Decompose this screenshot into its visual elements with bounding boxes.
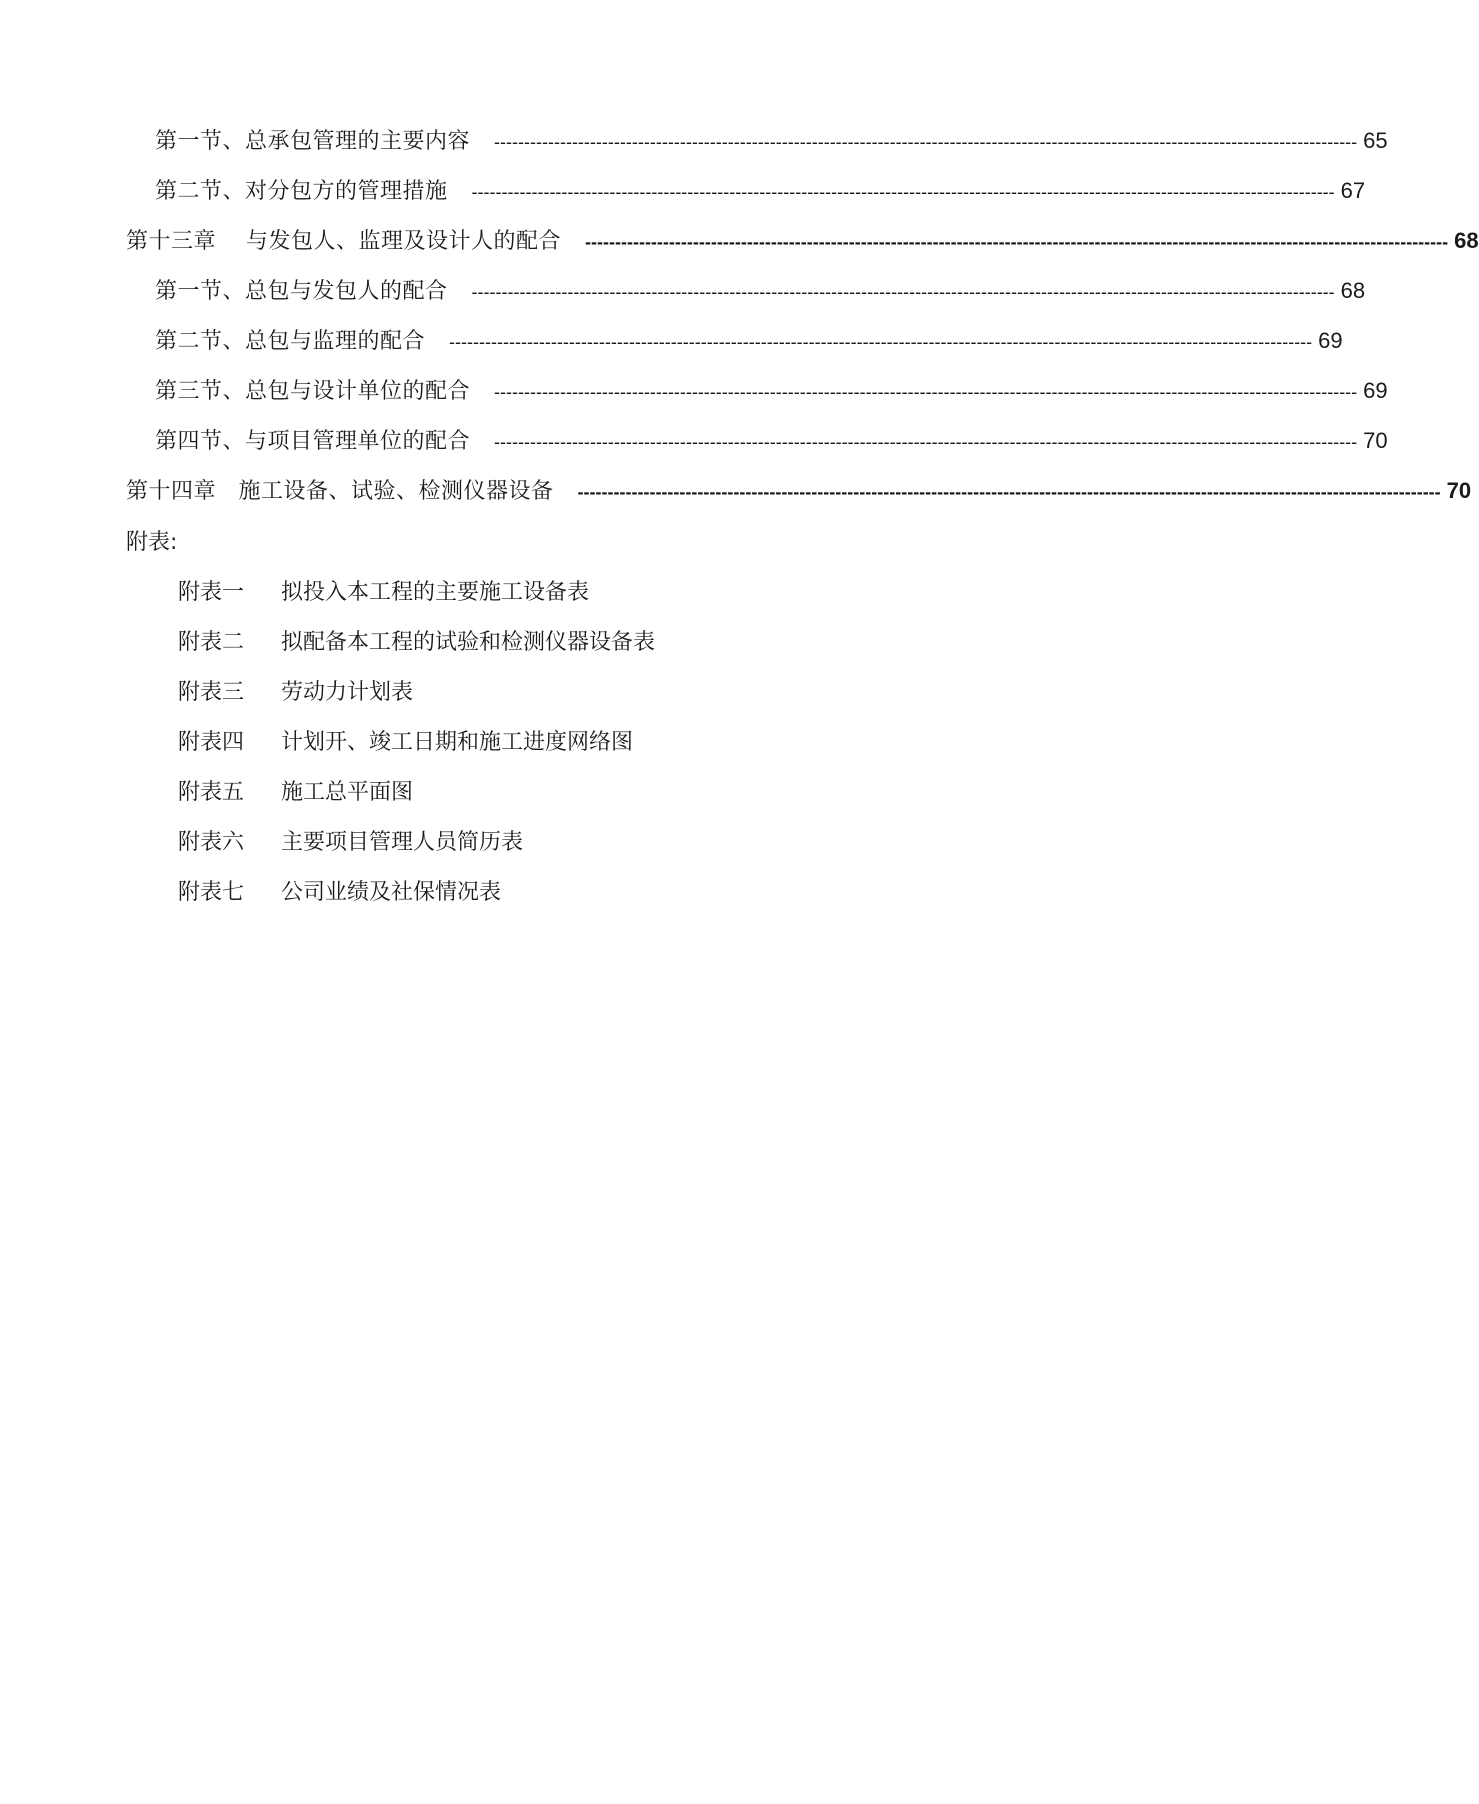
appendix-item-label: 附表六: [178, 830, 245, 855]
toc-entry-chapter[interactable]: [126, 476, 1472, 507]
toc-entry-label: 第十三章 与发包人、监理及设计人的配合: [126, 229, 561, 254]
appendix-heading: 附表:: [126, 530, 178, 555]
appendix-item-label: 附表三: [178, 680, 245, 705]
toc-entry-section[interactable]: [155, 176, 1366, 207]
toc-entry-label: 第四节、与项目管理单位的配合: [155, 429, 471, 454]
toc-entry-label: 第三节、总包与设计单位的配合: [155, 379, 471, 404]
appendix-item-title: 拟配备本工程的试验和检测仪器设备表: [281, 630, 656, 655]
toc-entry-section[interactable]: [155, 376, 1388, 407]
appendix-item-title: 劳动力计划表: [281, 680, 414, 705]
appendix-item: [178, 578, 589, 608]
appendix-item-title: 公司业绩及社保情况表: [281, 880, 502, 905]
toc-dot-leader: ------------------------------------------------------------------------------------------------------------------------------------------------: [471, 182, 1335, 202]
toc-page-number: 69: [1363, 378, 1388, 403]
appendix-item-label: 附表七: [178, 880, 245, 905]
appendix-item-label: 附表五: [178, 780, 245, 805]
appendix-item-label: 附表一: [178, 580, 245, 605]
toc-entry-label: 第一节、总包与发包人的配合: [155, 279, 448, 304]
appendix-item-title: 施工总平面图: [281, 780, 414, 805]
toc-entry-label: 第二节、对分包方的管理措施: [155, 179, 448, 204]
appendix-item-title: 主要项目管理人员简历表: [281, 830, 524, 855]
toc-dot-leader: ------------------------------------------------------------------------------------------------------------------------------------------------: [449, 332, 1313, 352]
toc-page-number: 70: [1446, 478, 1472, 503]
toc-dot-leader: ------------------------------------------------------------------------------------------------------------------------------------------------: [471, 282, 1335, 302]
toc-entry-label: 第一节、总承包管理的主要内容: [155, 129, 471, 154]
toc-page-number: 70: [1363, 428, 1388, 453]
toc-page-number: 67: [1340, 178, 1366, 203]
appendix-item-title: 计划开、竣工日期和施工进度网络图: [281, 730, 634, 755]
toc-dot-leader: ------------------------------------------------------------------------------------------------------------------------------------------------: [577, 482, 1441, 502]
appendix-item: [178, 828, 523, 858]
toc-dot-leader: ------------------------------------------------------------------------------------------------------------------------------------------------: [494, 382, 1358, 402]
appendix-item: [178, 878, 501, 908]
toc-page-number: 65: [1363, 128, 1388, 153]
toc-dot-leader: ------------------------------------------------------------------------------------------------------------------------------------------------: [494, 432, 1358, 452]
toc-page-number: 68: [1340, 278, 1366, 303]
toc-dot-leader: ------------------------------------------------------------------------------------------------------------------------------------------------: [494, 132, 1358, 152]
appendix-item: [178, 728, 633, 758]
appendix-item-title: 拟投入本工程的主要施工设备表: [281, 580, 590, 605]
appendix-item: [178, 778, 413, 808]
appendix-item-label: 附表二: [178, 630, 245, 655]
toc-dot-leader: ------------------------------------------------------------------------------------------------------------------------------------------------: [585, 232, 1449, 252]
appendix-item: [178, 678, 413, 708]
toc-entry-section[interactable]: [155, 426, 1388, 457]
toc-entry-section[interactable]: [155, 126, 1388, 157]
toc-entry-section[interactable]: [155, 326, 1343, 357]
toc-page-number: 69: [1318, 328, 1343, 353]
toc-entry-label: 第十四章 施工设备、试验、检测仪器设备: [126, 479, 554, 504]
toc-entry-section[interactable]: [155, 276, 1366, 307]
toc-page-number: 68: [1454, 228, 1479, 253]
toc-entry-label: 第二节、总包与监理的配合: [155, 329, 426, 354]
toc-entry-chapter[interactable]: [126, 226, 1479, 257]
appendix-item-label: 附表四: [178, 730, 245, 755]
appendix-item: [178, 628, 655, 658]
